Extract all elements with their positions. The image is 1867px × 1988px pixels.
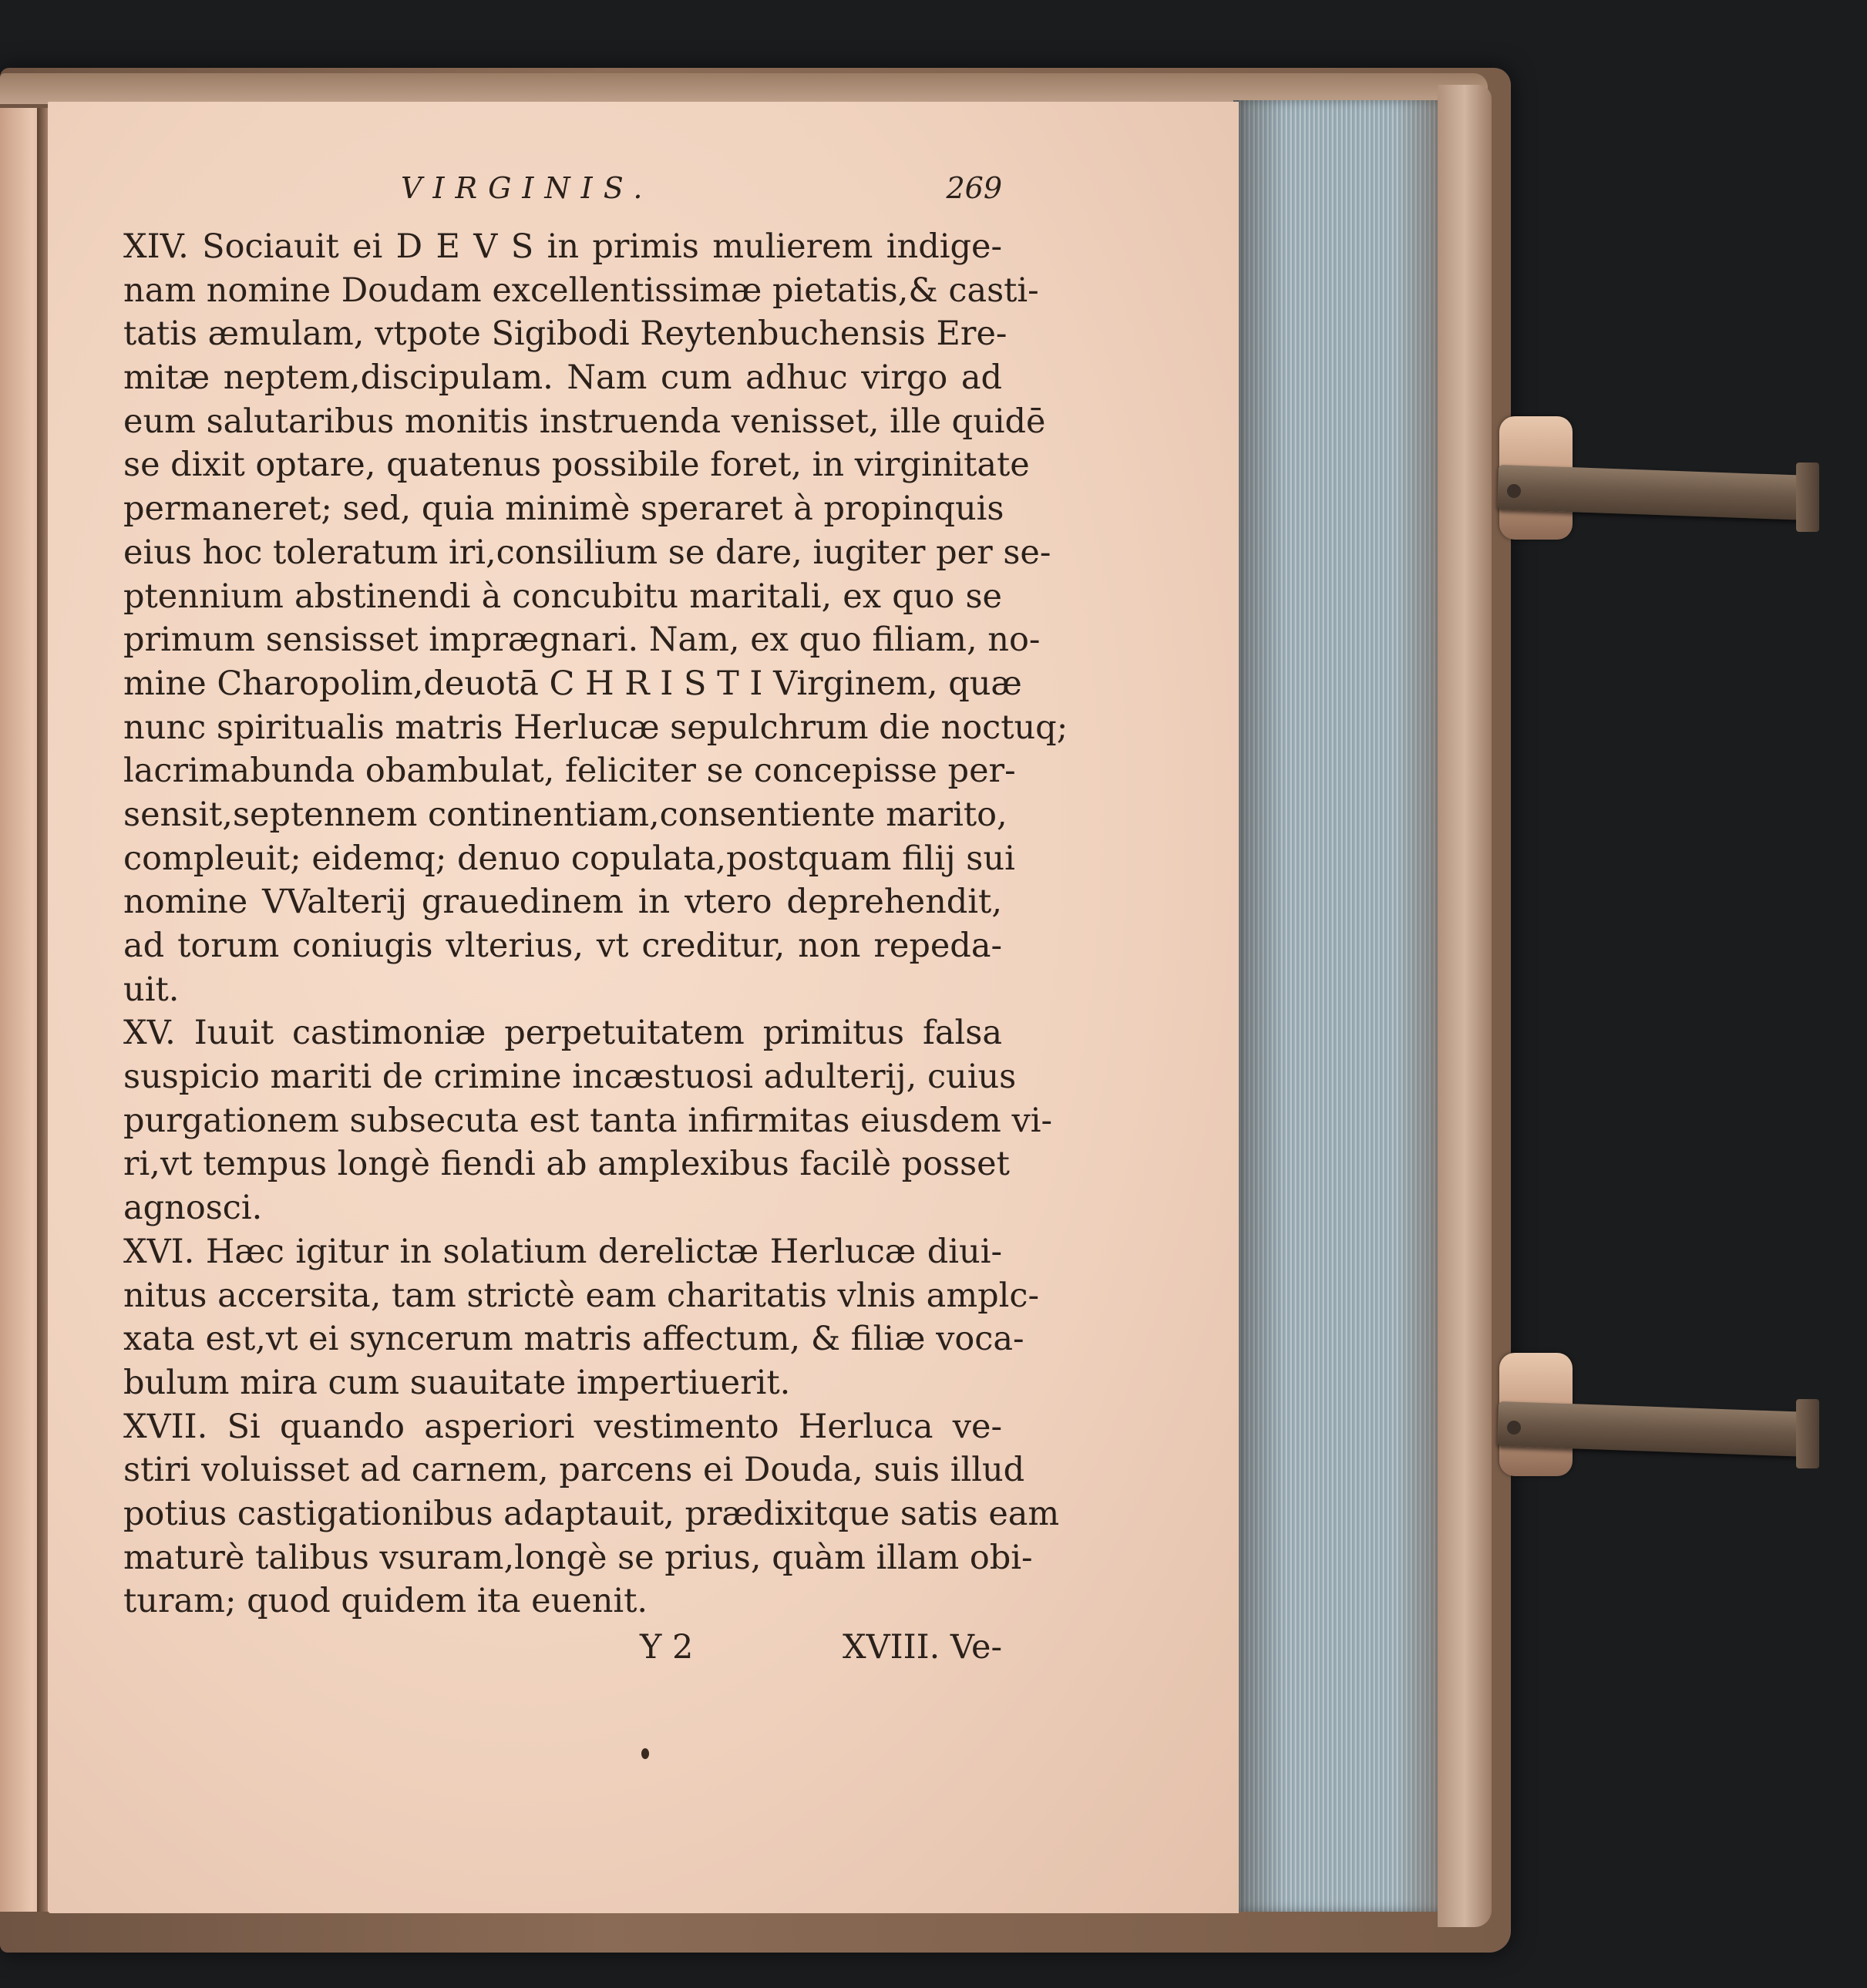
ink-dot: [641, 1748, 649, 1759]
text-line: nomine VValterij grauedinem in vtero deprehendit,: [123, 883, 1002, 922]
catchword: XVIII. Ve-: [842, 1628, 1002, 1667]
text-line: nunc spiritualis matris Herlucæ sepulchrum die noctuq;: [123, 708, 1068, 747]
text-line: sensit,septennem continentiam,consentiente marito,: [123, 795, 1008, 834]
text-line: nitus accersita, tam strictè eam charitatis vlnis amplc-: [123, 1276, 1039, 1315]
text-line: eum salutaribus monitis instruenda venisset, ille quidē: [123, 402, 1046, 441]
clasp-rivet: [1507, 1421, 1521, 1435]
text-line: XIV. Sociauit ei D E V S in primis mulierem indige-: [123, 227, 1002, 266]
cover-top-edge: [0, 73, 1488, 104]
text-line: potius castigationibus adaptauit, prædixitque satis eam: [123, 1494, 1060, 1533]
text-line: lacrimabunda obambulat, feliciter se concepisse per-: [123, 752, 1016, 791]
clasp-hook: [1796, 1399, 1819, 1468]
text-line: se dixit optare, quatenus possibile foret, in virginitate: [123, 446, 1030, 485]
fore-edge-shading: [1233, 100, 1438, 1912]
text-line: bulum mira cum suauitate impertiuerit.: [123, 1363, 791, 1402]
clasp-rivet: [1507, 484, 1521, 498]
text-line: ad torum coniugis vlterius, vt creditur, non repeda-: [123, 927, 1002, 965]
page-footer: [123, 1628, 1002, 1682]
text-line: compleuit; eidemq; denuo copulata,postquam filij sui: [123, 839, 1015, 878]
text-line: ptennium abstinendi à concubitu maritali, ex quo se: [123, 577, 1002, 616]
upper-clasp: [1492, 416, 1823, 540]
text-lines: [123, 225, 1068, 1623]
text-line: xata est,vt ei syncerum matris affectum, & filiæ voca-: [123, 1320, 1024, 1359]
text-line: eius hoc toleratum iri,consilium se dare, iugiter per se-: [123, 533, 1051, 572]
text-line: ri,vt tempus longè fiendi ab amplexibus facilè posset: [123, 1145, 1010, 1184]
text-line: primum sensisset imprægnari. Nam, ex quo filiam, no-: [123, 621, 1041, 660]
text-line: purgationem subsecuta est tanta infirmitas eiusdem vi-: [123, 1101, 1053, 1140]
text-line: agnosci.: [123, 1189, 263, 1228]
text-line: XV. Iuuit castimoniæ perpetuitatem primitus falsa: [123, 1014, 1002, 1053]
signature-mark: Y 2: [640, 1628, 694, 1667]
clasp-hook: [1796, 463, 1819, 532]
text-line: suspicio mariti de crimine incæstuosi adulterij, cuius: [123, 1058, 1017, 1097]
text-line: permaneret; sed, quia minimè speraret à propinquis: [123, 489, 1004, 529]
text-line: mine Charopolim,deuotā C H R I S T I Virginem, quæ: [123, 664, 1022, 703]
running-title: VIRGINIS.: [401, 171, 654, 205]
text-line: XVI. Hæc igitur in solatium derelictæ Herlucæ diui-: [123, 1232, 1002, 1271]
text-line: mitæ neptem,discipulam. Nam cum adhuc virgo ad: [123, 358, 1002, 398]
text-line: XVII. Si quando asperiori vestimento Herluca ve-: [123, 1407, 1002, 1446]
cover-fore-edge: [1438, 85, 1492, 1927]
lower-clasp: [1492, 1353, 1823, 1476]
page-text: [123, 171, 1068, 1682]
text-line: nam nomine Doudam excellentissimæ pietatis,& casti-: [123, 271, 1039, 310]
text-line: stiri voluisset ad carnem, parcens ei Douda, suis illud: [123, 1451, 1025, 1490]
text-line: turam; quod quidem ita euenit.: [123, 1582, 648, 1621]
running-head: [123, 171, 1002, 225]
text-line: uit.: [123, 970, 180, 1009]
page-number: 269: [946, 171, 1002, 205]
text-line: tatis æmulam, vtpote Sigibodi Reytenbuchensis Ere-: [123, 315, 1008, 354]
text-line: maturè talibus vsuram,longè se prius, quàm illam obi-: [123, 1538, 1033, 1577]
